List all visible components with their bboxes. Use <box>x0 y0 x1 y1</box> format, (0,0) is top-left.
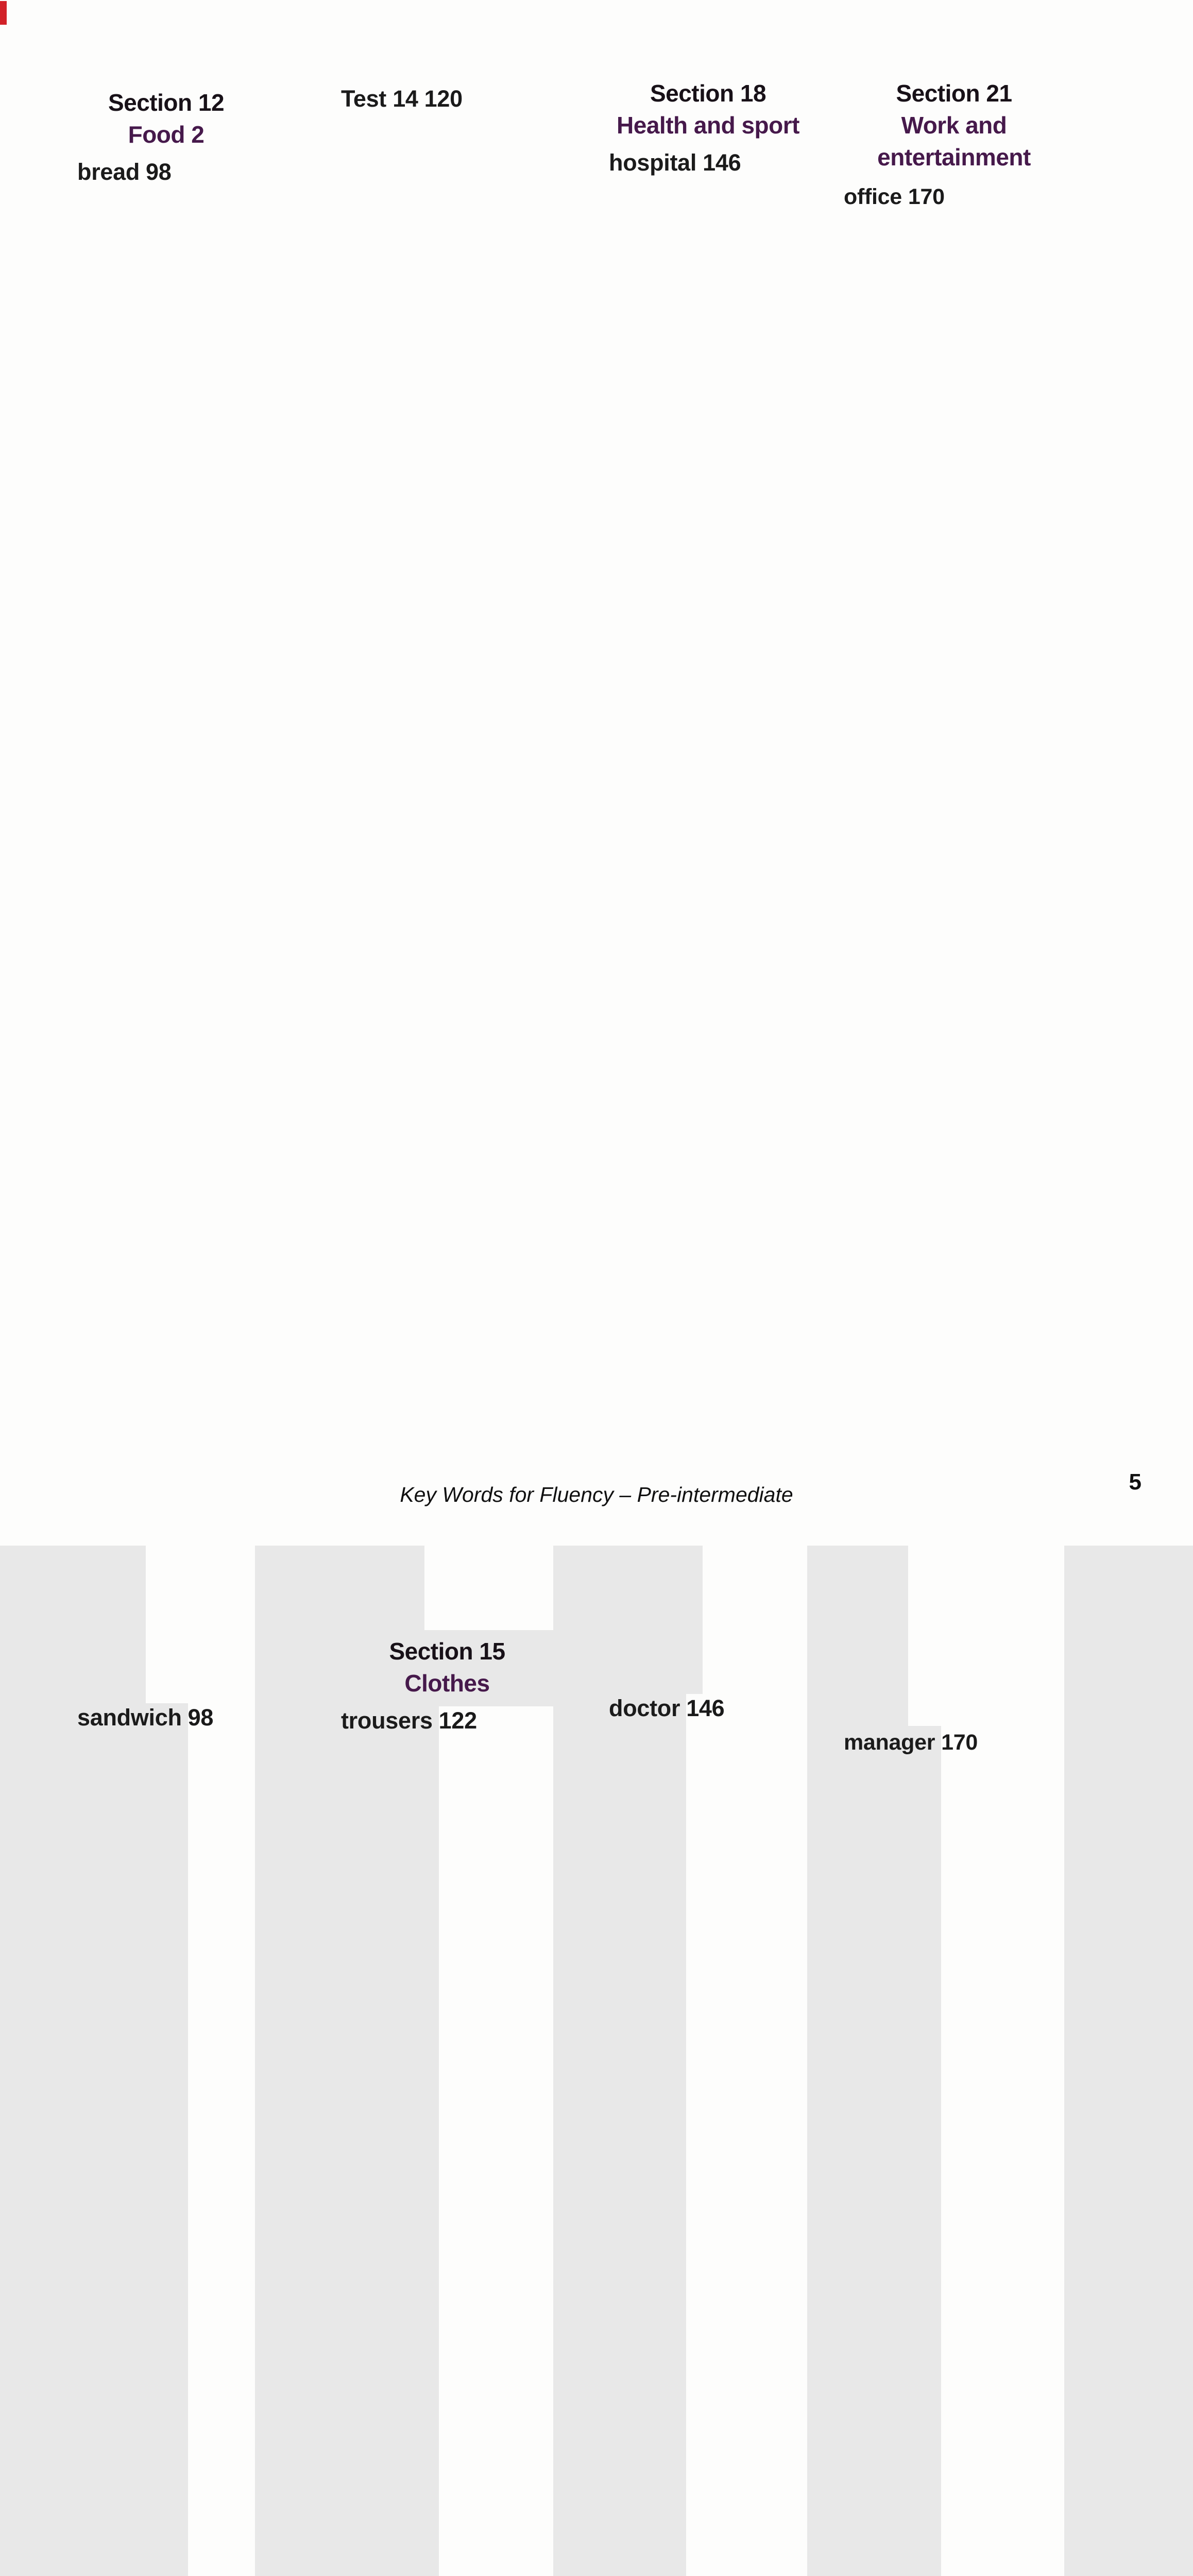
toc-column-1 <box>77 0 255 2576</box>
toc-rows <box>609 148 807 2576</box>
toc-entry-label: manager <box>844 1730 935 1755</box>
toc-entry <box>77 1703 255 2576</box>
toc-entry <box>609 1694 807 2576</box>
section-title: Section 12 <box>108 89 225 116</box>
toc-entry-label: sandwich <box>77 1704 182 1731</box>
toc-column-2 <box>341 0 553 2576</box>
section-title: Section 21 <box>896 80 1012 107</box>
section-subtitle: Health and sport <box>617 112 799 139</box>
toc-entry-label: bread <box>77 159 140 185</box>
section-subtitle: Work and <box>901 112 1007 139</box>
test-entry-label: Test 14 <box>341 86 418 112</box>
test-entry <box>341 84 553 1630</box>
toc-entry-label: office <box>844 184 902 209</box>
toc-entry-page: 170 <box>908 180 1064 1726</box>
section-subtitle: Clothes <box>404 1670 490 1697</box>
toc-entry-label: doctor <box>609 1695 680 1721</box>
toc-entry-page: 170 <box>941 1726 1064 2576</box>
section-heading <box>609 77 807 141</box>
page-number: 5 <box>1129 1469 1141 1495</box>
section-subtitle: entertainment <box>877 144 1031 171</box>
toc-entry-page: 98 <box>188 1703 255 2576</box>
toc-rows <box>341 1706 553 2576</box>
toc-entry <box>844 1726 1064 2576</box>
toc-entry <box>77 158 255 1703</box>
toc-entry-page: 146 <box>686 1694 807 2576</box>
toc-entry-page: 98 <box>146 158 255 1703</box>
test-entry-page: 120 <box>424 84 553 1630</box>
section-title: Section 15 <box>389 1638 505 1665</box>
toc-entry-label: hospital <box>609 149 697 176</box>
section-title: Section 18 <box>650 80 766 107</box>
section-heading <box>77 87 255 150</box>
toc-entry-label: trousers <box>341 1707 433 1734</box>
section-heading <box>341 1635 553 1699</box>
toc-column-3 <box>609 0 807 2576</box>
footer-book-title: Key Words for Fluency – Pre-intermediate <box>400 1483 793 1506</box>
toc-entry <box>609 148 807 1694</box>
toc-rows <box>844 180 1064 2576</box>
toc-entry-page: 122 <box>439 1706 553 2576</box>
red-scan-artifact <box>0 1 7 25</box>
section-heading <box>844 77 1064 173</box>
toc-entry <box>341 1706 553 2576</box>
toc-rows <box>77 158 255 2576</box>
toc-column-4 <box>844 0 1064 2576</box>
toc-entry-page: 146 <box>703 148 807 1694</box>
section-subtitle: Food 2 <box>128 121 204 148</box>
